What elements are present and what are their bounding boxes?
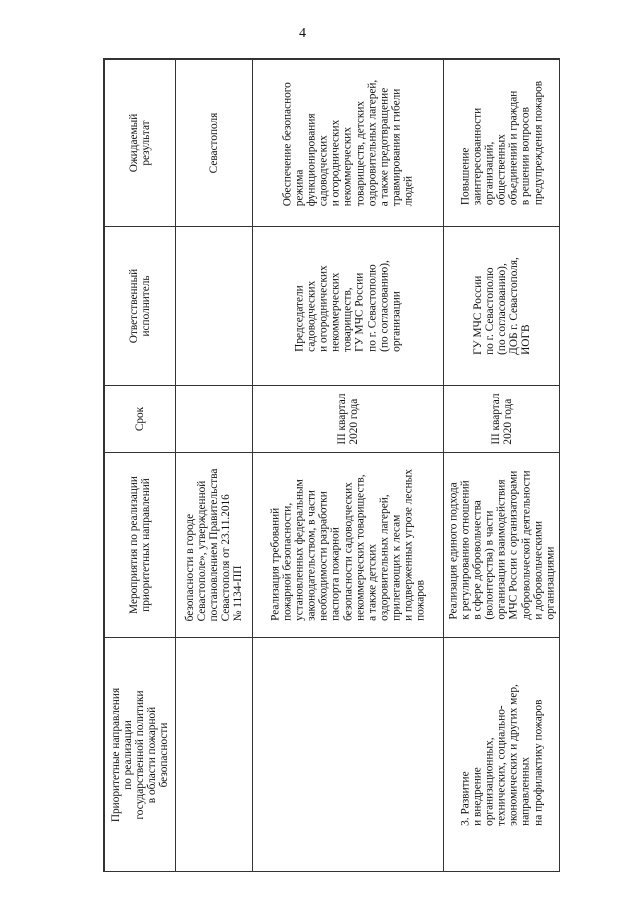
header-measures-text: Мероприятия по реализации приоритетных направлений: [127, 476, 152, 614]
measures-table: [103, 58, 560, 872]
row2-measures-cell: [252, 452, 444, 638]
row3-measures-cell: [443, 452, 560, 638]
row2-executor-text: Председатели садоводческих и огороднических некоммерческих товариществ, ГУ МЧС России по г. Севастополю (по согласованию), организации: [293, 260, 403, 352]
header-executor-text: Ответственный исполнитель: [127, 268, 152, 344]
row2-result-cell: [252, 59, 444, 227]
header-cell-directions: [104, 637, 176, 872]
row2-deadline-cell: [252, 385, 444, 453]
row1-measures-cell: [175, 452, 253, 638]
header-cell-result: [104, 59, 176, 227]
page-number: 4: [299, 26, 306, 41]
row2-executor-cell: [252, 226, 444, 386]
header-cell-measures: [104, 452, 176, 638]
row3-result-text: Повышение заинтересованности организаций, общественных объединений и граждан в решении вопросов предупреждения пожаров: [459, 80, 545, 206]
row3-deadline-text: III квартал 2020 года: [489, 393, 514, 445]
row3-directions-cell: [443, 637, 560, 872]
row2-directions-cell: [252, 637, 444, 872]
row3-measures-text: Реализация единого подхода к регулированию отношений в сфере добровольчества (волонтерства) в части организации взаимодействия МЧС России с организаторами добровольческой деятельности и добровольческими организациями: [447, 470, 557, 620]
row1-result-text: Севастополя: [207, 112, 220, 174]
header-deadline-text: Срок: [133, 406, 146, 432]
row1-deadline-cell: [175, 385, 253, 453]
row3-deadline-cell: [443, 385, 560, 453]
row3-directions-text: 3. Развитие и внедрение организационных, технических, социально- экономических и других мер, направленных на профилактику пожаров: [459, 684, 545, 826]
row1-executor-cell: [175, 226, 253, 386]
row1-result-cell: [175, 59, 253, 227]
row3-executor-cell: [443, 226, 560, 386]
row3-executor-text: ГУ МЧС России по г. Севастополю (по согласованию), ДОБ г. Севастополя, ИОГВ: [471, 257, 533, 355]
row2-deadline-text: III квартал 2020 года: [335, 393, 360, 445]
header-cell-deadline: [104, 385, 176, 453]
header-cell-executor: [104, 226, 176, 386]
row2-measures-text: Реализация требований пожарной безопасности, установленных федеральным законодательством, в части необходимости разработки паспорта пожарной безопасности садоводческих некоммерческих товариществ, а также детских оздоровительных лагерей, прилегающих к лесам и подверженных угрозе лесных пожаров: [269, 469, 427, 621]
header-result-text: Ожидаемый результат: [127, 113, 152, 173]
header-directions-text: Приоритетные направления по реализации государственной политики в области пожарной безопасности: [109, 687, 171, 823]
row3-result-cell: [443, 59, 560, 227]
row1-directions-cell: [175, 637, 253, 872]
row2-result-text: Обеспечение безопасного режима функционирования садоводческих и огороднических некоммерческих товариществ, детских оздоровительных лагерей, а также предотвращение травмирования и гибели людей: [281, 79, 415, 207]
row1-measures-text: безопасности в городе Севастополе», утвержденной постановлением Правительства Севастополя от 23.11.2016 № 1134-ПП: [183, 468, 245, 622]
